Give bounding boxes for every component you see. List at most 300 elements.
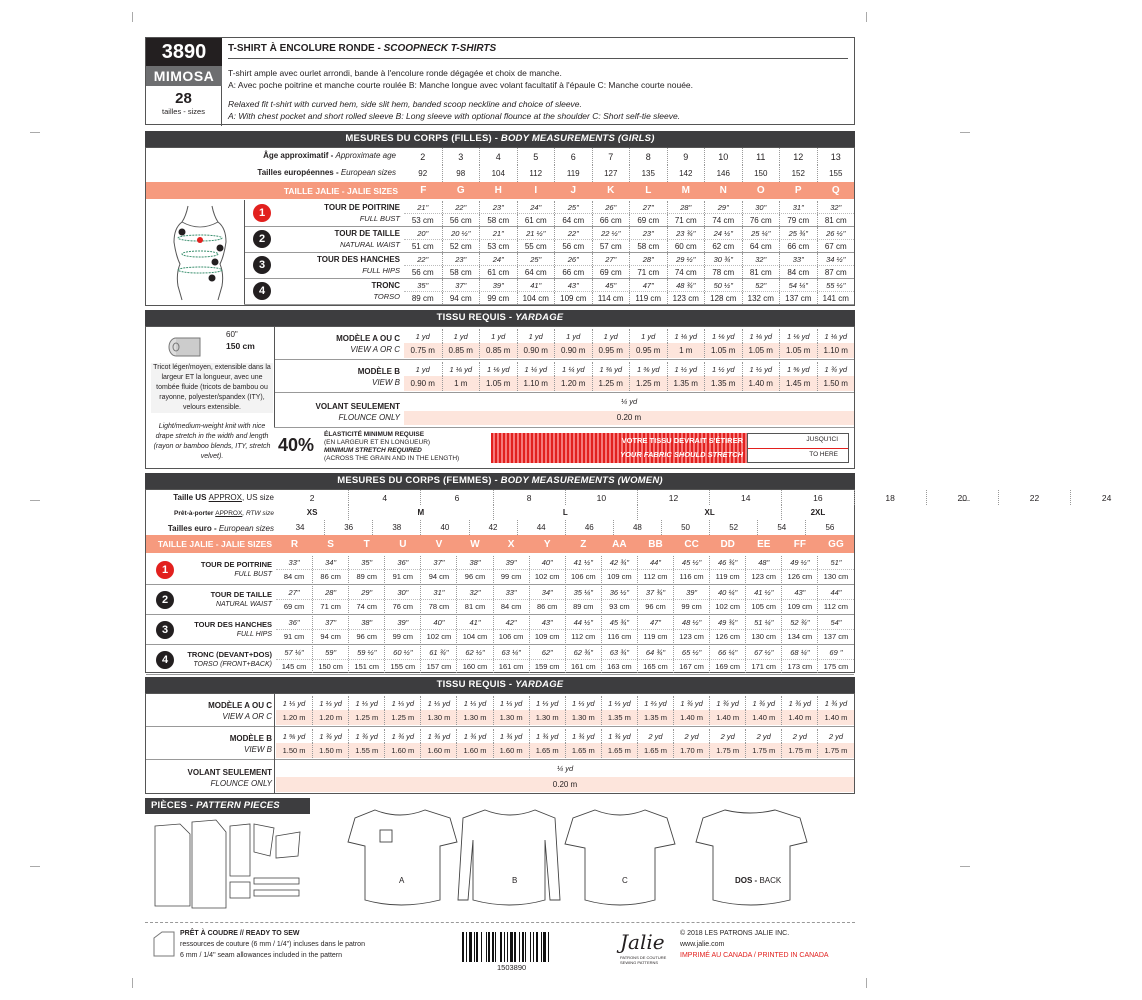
rtw-size-cell: XS [306,508,318,517]
inch-cell: 31" [420,586,456,599]
inch-cell: 60 ½" [384,646,420,659]
inch-cell: 29" [704,201,742,213]
cm-cell: 86 cm [529,600,565,613]
jalie-size-cell: GG [817,535,853,553]
pattern-header [145,37,855,125]
row-divider [244,252,245,278]
cm-cell: 74 cm [348,600,384,613]
inch-cell: 47" [629,279,667,291]
barcode-bar [510,932,513,962]
seam-allowance-fr: ressources de couture (6 mm / 1/4") incluses dans le patron [180,941,365,948]
measure-inch-row [404,227,854,239]
inch-cell: 48 ¾" [667,279,705,291]
inch-cell: 46 ¾" [709,556,745,569]
measure-label-en: FULL BUST [359,214,400,223]
flounce-yd: ¼ yd [620,397,638,406]
m-cell: 1.65 m [529,743,565,758]
measure-cm-row [404,239,854,252]
cm-cell: 99 cm [673,600,709,613]
cm-cell: 109 cm [781,600,817,613]
measure-inch-row [404,279,854,291]
stretch-text: ÉLASTICITÉ MINIMUM REQUISE (EN LARGEUR ET EN LONGUEUR) MINIMUM STRETCH REQUIRED (ACROSS THE GRAIN AND IN THE LENGTH) [324,431,460,462]
inch-cell: 33" [493,586,529,599]
women-yardage-header: TISSU REQUIS - YARDAGE [145,677,855,693]
m-cell: 1.60 m [456,743,492,758]
cm-cell: 119 cm [629,292,667,304]
inch-cell: 26" [554,253,592,265]
inch-cell: 65 ½" [673,646,709,659]
measure-label-en: NATURAL WAIST [215,601,272,608]
barcode-bar [548,932,549,962]
cm-cell: 96 cm [456,570,492,583]
euro-size-cell: 146 [704,165,742,182]
us-size-cell: 20 [926,490,998,505]
jalie-size-cell: N [704,182,742,199]
euro-size-row [404,165,854,182]
yd-cell: 1 ⅜ yd [592,362,630,376]
jalie-size-cell: DD [709,535,745,553]
yd-cell: 1 yd [554,329,592,343]
us-size-row [276,490,1142,505]
jalie-size-letters [404,182,854,199]
measure-cm-row [276,569,854,583]
jalie-size-cell: T [348,535,384,553]
m-cell: 1.20 m [554,376,592,391]
inch-cell: 32" [456,586,492,599]
measure-inch-row [404,201,854,213]
inch-cell: 20 ½" [442,227,480,239]
crop-mark [132,12,133,22]
m-cell: 0.90 m [554,343,592,358]
yd-cell: 1 ¼ yd [517,362,555,376]
inch-cell: 22" [442,201,480,213]
inch-cell: 33" [288,558,300,567]
yd-cell: 1 ⅓ yd [312,696,348,710]
cm-cell: 130 cm [745,630,781,643]
barcode-bar [536,932,538,962]
cm-cell: 163 cm [601,660,637,673]
inch-cell: 37" [442,279,480,291]
inch-cell: 25" [554,201,592,213]
us-size-cell: 4 [348,490,420,505]
inch-cell: 31" [779,201,817,213]
inch-cell: 41 ½" [565,556,601,569]
cm-cell: 99 cm [493,570,529,583]
cm-cell: 165 cm [637,660,673,673]
cm-cell: 81 cm [742,266,780,278]
cm-cell: 87 cm [817,266,855,278]
yd-cell: 1 ⅛ yd [817,329,855,343]
jalie-size-cell: Q [817,182,855,199]
yardage-yd-row [276,696,854,710]
cm-cell: 74 cm [704,214,742,226]
inch-cell: 32" [742,253,780,265]
inch-cell: 37" [312,616,348,629]
jalie-size-cell: I [517,182,555,199]
cm-cell: 57 cm [592,240,630,252]
yardage-yd-row [404,362,854,376]
website-link[interactable]: www.jalie.com [680,941,725,948]
jalie-size-cell: R [276,535,312,553]
euro-size-cell: 119 [554,165,592,182]
yd-cell: 1 ⅛ yd [479,362,517,376]
age-cell: 4 [479,148,517,165]
inch-cell: 66 ¼" [709,646,745,659]
euro-size-cell: 40 [420,520,468,535]
m-cell: 1.70 m [673,743,709,758]
m-cell: 0.85 m [442,343,480,358]
cm-cell: 61 cm [479,266,517,278]
inch-cell: 50 ½" [704,279,742,291]
measure-number-icon: 3 [156,621,174,639]
barcode-bar [495,932,496,962]
euro-size-label: Tailles euro - European sizes [167,524,274,533]
cm-cell: 102 cm [420,630,456,643]
yd-cell: 1 yd [517,329,555,343]
rtw-size-cell: M [348,505,492,520]
measure-label-en: TORSO [373,292,400,301]
m-cell: 1.75 m [709,743,745,758]
flounce-label-en: FLOUNCE ONLY [210,779,272,788]
m-cell: 1.40 m [742,376,780,391]
jalie-size-cell: U [384,535,420,553]
euro-size-cell: 92 [418,169,428,178]
rtw-size-cell: L [493,505,637,520]
measure-number-icon: 4 [156,651,174,669]
yardage-label-fr: MODÈLE B [357,367,400,376]
flounce-m: 0.20 m [276,777,854,792]
m-cell: 1.30 m [493,710,529,725]
yd-cell: 1 ⅝ yd [779,362,817,376]
m-cell: 1.30 m [529,710,565,725]
inch-cell: 24" [517,201,555,213]
m-cell: 1.65 m [565,743,601,758]
measure-label-en: NATURAL WAIST [339,240,400,249]
fabric-note-fr: Tricot léger/moyen, extensible dans la largeur ET la longueur, avec une tombée fluide (tricots de bambou ou rayonne, polyester/spandex (ITY), velours extensible. [151,363,273,413]
row-divider [244,278,245,304]
euro-size-cell: 142 [667,165,705,182]
cm-cell: 130 cm [817,570,853,583]
inch-cell: 63 ¾" [601,646,637,659]
cm-cell: 67 cm [817,240,855,252]
cm-cell: 137 cm [779,292,817,304]
cm-cell: 81 cm [456,600,492,613]
inch-cell: 63 ¼" [493,646,529,659]
yd-cell: 1 yd [442,329,480,343]
inch-cell: 38" [456,556,492,569]
cm-cell: 78 cm [704,266,742,278]
cm-cell: 69 cm [283,602,305,611]
us-size-cell: 24 [1070,490,1142,505]
yardage-label-en: VIEW B [371,378,400,387]
women-measurements-table [145,489,1112,673]
cm-cell: 81 cm [817,214,855,226]
measure-inch-row [276,646,854,659]
inch-cell: 38" [348,616,384,629]
measure-label-en: TORSO (FRONT+BACK) [193,661,272,668]
jalie-size-cell: BB [637,535,673,553]
inch-cell: 41" [456,616,492,629]
cm-cell: 91 cm [384,570,420,583]
euro-size-cell: 36 [324,520,372,535]
cm-cell: 167 cm [673,660,709,673]
inch-cell: 41" [517,279,555,291]
m-cell: 1.30 m [565,710,601,725]
euro-size-cell: 152 [779,165,817,182]
yd-cell: 1 ⅓ yd [348,696,384,710]
euro-size-row [276,520,854,535]
age-cell: 10 [704,148,742,165]
cm-cell: 84 cm [493,600,529,613]
measure-inch-row [276,616,854,629]
row-line [146,726,854,727]
jalie-size-cell: L [629,182,667,199]
girls-yardage-table [145,326,855,469]
cm-cell: 114 cm [592,292,630,304]
m-cell: 1.05 m [704,343,742,358]
pattern-number: 3890 [146,38,222,66]
jalie-logo-sub: PATRONS DE COUTURE SEWING PATTERNS [620,955,667,965]
barcode-bar [469,932,472,962]
yardage-label-en: VIEW A OR C [222,712,272,721]
cm-cell: 102 cm [709,600,745,613]
euro-size-cell: 127 [592,165,630,182]
cm-cell: 84 cm [779,266,817,278]
cm-cell: 106 cm [565,570,601,583]
barcode-bar [522,932,524,962]
crop-mark [132,978,133,988]
cm-cell: 74 cm [667,266,705,278]
inch-cell: 59 ½" [348,646,384,659]
barcode-bar [541,932,542,962]
cm-cell: 61 cm [517,214,555,226]
pattern-name: MIMOSA [146,66,222,86]
cm-cell: 86 cm [312,570,348,583]
m-cell: 1.50 m [312,743,348,758]
m-cell: 1.30 m [420,710,456,725]
yd-cell: 1 ⅛ yd [442,362,480,376]
barcode-bar [466,932,467,962]
inch-cell: 54" [817,616,853,629]
yd-cell: 1 ⅛ yd [704,329,742,343]
fabric-note-en: Light/medium-weight knit with nice drape stretch in the width and length (rayon or bamboo blends, ITY, stretch velvet). [153,423,271,460]
measure-cm-row [276,599,854,613]
m-cell: 0.95 m [592,343,630,358]
cm-cell: 169 cm [709,660,745,673]
euro-size-cell: 44 [517,520,565,535]
back-view-label: DOS - BACK [735,876,782,885]
measure-cm-row [404,291,854,304]
us-size-cell: 6 [420,490,492,505]
row-line [274,427,854,428]
barcode-bar [543,932,546,962]
jalie-size-cell: P [779,182,817,199]
rtw-size-row [276,505,854,520]
euro-size-cell: 98 [442,165,480,182]
jalie-size-cell: X [493,535,529,553]
jalie-size-label: TAILLE JALIE - JALIE SIZES [157,539,272,549]
barcode-bar [533,932,534,962]
seam-allowance-en: 6 mm / 1/4" seam allowances included in the pattern [180,952,343,959]
inch-cell: 48 ½" [673,616,709,629]
cm-cell: 112 cm [565,630,601,643]
description-fr: T-shirt ample avec ourlet arrondi, bande à l'encolure ronde dégagée et choix de manche. A: Avec poche poitrine et manche courte roulée B: Manche longue avec volant facultatif à l'épaule C: Manche courte nouée. [228,68,694,90]
row-divider [244,226,245,252]
cm-cell: 69 cm [592,266,630,278]
inch-cell: 21" [417,202,429,212]
yardage-yd-row [404,329,854,343]
yd-cell: 1 ¾ yd [745,696,781,710]
yardage-m-row [404,376,854,391]
inch-cell: 67 ½" [745,646,781,659]
cm-cell: 66 cm [554,266,592,278]
m-cell: 1.50 m [817,376,855,391]
age-cell: 11 [742,148,780,165]
inch-cell: 23 ¾" [667,227,705,239]
inch-cell: 27" [629,201,667,213]
inch-cell: 49 ½" [781,556,817,569]
cm-cell: 69 cm [629,214,667,226]
pattern-pieces-diagram [150,816,310,916]
m-cell: 1.75 m [817,743,853,758]
cm-cell: 116 cm [601,630,637,643]
stretch-gauge [491,433,747,463]
footer-divider [145,922,855,923]
women-yardage-table [145,693,855,794]
yd-cell: 1 ⅓ yd [456,696,492,710]
inch-cell: 39" [493,556,529,569]
yd-cell: 1 ¾ yd [709,696,745,710]
cm-cell: 78 cm [420,600,456,613]
cm-cell: 145 cm [281,662,307,671]
m-cell: 1.25 m [592,376,630,391]
m-cell: 1 m [667,343,705,358]
inch-cell: 57 ¼" [284,648,304,657]
yd-cell: 1 ¾ yd [312,729,348,743]
inch-cell: 20" [417,228,429,238]
description-en: Relaxed fit t-shirt with curved hem, side slit hem, banded scoop neckline and choice of sleeve. A: With chest pocket and short rolled sleeve B: Long sleeve with optional flounce at the shoulder C: Short self-tie sleeve. [228,99,681,121]
us-size-cell: 2 [309,492,315,503]
crop-mark [960,132,970,133]
m-cell: 1.35 m [704,376,742,391]
yardage-m-row [276,710,854,725]
jalie-size-cell: J [554,182,592,199]
m-cell: 1.65 m [601,743,637,758]
jalie-size-cell: EE [745,535,781,553]
jalie-size-cell: AA [601,535,637,553]
yd-cell: 1 ¾ yd [817,362,855,376]
cm-cell: 105 cm [745,600,781,613]
cm-cell: 161 cm [565,660,601,673]
cm-cell: 56 cm [442,214,480,226]
yd-cell: 2 yd [781,729,817,743]
inch-cell: 27" [592,253,630,265]
measure-label-fr: TRONC (DEVANT+DOS) [187,650,272,659]
m-cell: 1.40 m [709,710,745,725]
to-here-label: TO HERE [809,451,838,458]
col-divider [274,694,275,793]
cm-cell: 89 cm [565,600,601,613]
euro-size-cell: 38 [372,520,420,535]
inch-cell: 24 ½" [704,227,742,239]
cm-cell: 52 cm [442,240,480,252]
crop-mark [866,12,867,22]
inch-cell: 23" [479,201,517,213]
inch-cell: 68 ¼" [781,646,817,659]
inch-cell: 43" [781,586,817,599]
measure-number-icon: 1 [253,204,271,222]
yd-cell: 1 ¾ yd [493,729,529,743]
cm-cell: 134 cm [781,630,817,643]
yd-cell: 1 ⅝ yd [282,731,306,741]
cm-cell: 126 cm [781,570,817,583]
us-size-cell: 18 [854,490,926,505]
inch-cell: 62 ½" [456,646,492,659]
cm-cell: 128 cm [704,292,742,304]
inch-cell: 43" [554,279,592,291]
cm-cell: 76 cm [742,214,780,226]
age-cell: 7 [592,148,630,165]
m-cell: 1.40 m [745,710,781,725]
printed-in-canada: IMPRIMÉ AU CANADA / PRINTED IN CANADA [680,952,829,959]
measure-number-icon: 2 [253,230,271,248]
measure-label-en: FULL HIPS [362,266,400,275]
body-figure-icon [160,202,240,302]
yd-cell: 1 ¾ yd [673,696,709,710]
measure-label-fr: TOUR DE POITRINE [200,560,272,569]
jalie-size-cell: K [592,182,630,199]
cm-cell: 123 cm [745,570,781,583]
jalie-size-cell: S [312,535,348,553]
m-cell: 1 m [442,376,480,391]
yd-cell: 1 ⅓ yd [565,696,601,710]
yd-cell: 1 yd [479,329,517,343]
measure-cm-row [276,659,854,673]
euro-size-cell: 50 [661,520,709,535]
jalie-size-cell: W [456,535,492,553]
inch-cell: 26 ½" [817,227,855,239]
inch-cell: 27" [288,588,300,597]
cm-cell: 51 cm [411,241,434,251]
barcode-bar [488,932,490,962]
stretch-percent: 40% [278,435,315,455]
inch-cell: 52" [742,279,780,291]
cm-cell: 141 cm [817,292,855,304]
yardage-label-en: VIEW A OR C [350,345,400,354]
view-c-label: C [622,876,628,885]
euro-label: Tailles européennes - European sizes [257,168,396,177]
flounce-label-fr: VOLANT SEULEMENT [315,402,400,411]
measure-inch-row [404,253,854,265]
inch-cell: 39" [479,279,517,291]
inch-cell: 23" [442,253,480,265]
m-cell: 0.90 m [517,343,555,358]
m-cell: 1.35 m [637,710,673,725]
inch-cell: 51 ¼" [745,616,781,629]
inch-cell: 44 ½" [565,616,601,629]
yd-cell: 1 ½ yd [667,362,705,376]
yd-cell: 1 ¾ yd [817,696,853,710]
yd-cell: 1 ¼ yd [554,362,592,376]
m-cell: 1.05 m [742,343,780,358]
cm-cell: 53 cm [411,215,434,225]
inch-cell: 55 ½" [817,279,855,291]
m-cell: 1.75 m [781,743,817,758]
measure-label-fr: TOUR DE TAILLE [210,590,272,599]
cm-cell: 99 cm [384,630,420,643]
jalie-size-cell: M [667,182,705,199]
inch-cell: 40" [529,556,565,569]
